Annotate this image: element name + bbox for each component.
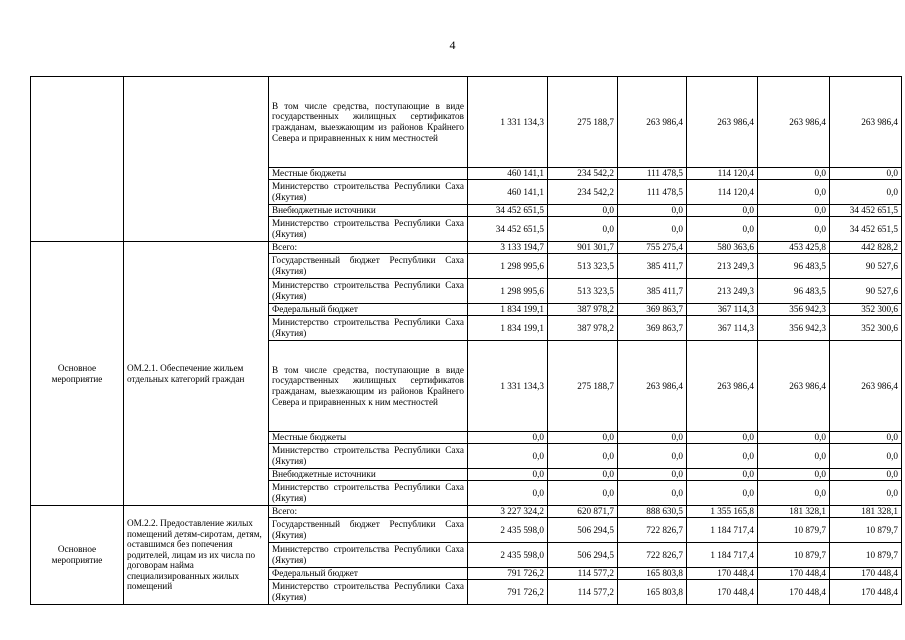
amount-cell: 0,0 [618, 444, 687, 469]
measure-type-cell: Основное мероприятие [31, 242, 124, 506]
amount-cell: 263 986,4 [830, 77, 902, 168]
amount-cell: 34 452 651,5 [830, 205, 902, 217]
amount-cell: 0,0 [830, 180, 902, 205]
amount-cell: 0,0 [687, 205, 758, 217]
amount-cell: 234 542,2 [548, 168, 618, 180]
funding-source-cell: Министерство строительства Республики Саха (Якутия) [269, 316, 468, 341]
amount-cell: 181 328,1 [758, 506, 830, 518]
amount-cell: 0,0 [687, 444, 758, 469]
amount-cell: 114 577,2 [548, 580, 618, 605]
amount-cell: 387 978,2 [548, 304, 618, 316]
amount-cell: 385 411,7 [618, 279, 687, 304]
funding-source-cell: Государственный бюджет Республики Саха (Якутия) [269, 254, 468, 279]
measure-name-cell: ОМ.2.2. Предоставление жилых помещений детям-сиротам, детям, оставшимся без попечения родителей, лицам из их числа по договорам найма специализированных жилых помещений [124, 506, 269, 605]
funding-source-cell: Министерство строительства Республики Саха (Якутия) [269, 180, 468, 205]
amount-cell: 3 227 324,2 [468, 506, 548, 518]
amount-cell: 0,0 [758, 481, 830, 506]
amount-cell: 0,0 [758, 469, 830, 481]
amount-cell: 170 448,4 [687, 580, 758, 605]
amount-cell: 275 188,7 [548, 341, 618, 432]
amount-cell: 0,0 [687, 432, 758, 444]
measure-name-cell [124, 77, 269, 242]
amount-cell: 356 942,3 [758, 316, 830, 341]
amount-cell: 0,0 [830, 168, 902, 180]
amount-cell: 1 834 199,1 [468, 304, 548, 316]
amount-cell: 722 826,7 [618, 518, 687, 543]
amount-cell: 453 425,8 [758, 242, 830, 254]
amount-cell: 580 363,6 [687, 242, 758, 254]
amount-cell: 901 301,7 [548, 242, 618, 254]
amount-cell: 213 249,3 [687, 279, 758, 304]
amount-cell: 263 986,4 [758, 77, 830, 168]
amount-cell: 1 834 199,1 [468, 316, 548, 341]
amount-cell: 170 448,4 [830, 568, 902, 580]
amount-cell: 170 448,4 [758, 568, 830, 580]
amount-cell: 0,0 [758, 180, 830, 205]
amount-cell: 96 483,5 [758, 279, 830, 304]
amount-cell: 791 726,2 [468, 568, 548, 580]
amount-cell: 0,0 [758, 432, 830, 444]
budget-table [30, 76, 902, 605]
amount-cell: 1 355 165,8 [687, 506, 758, 518]
amount-cell: 263 986,4 [687, 77, 758, 168]
amount-cell: 1 184 717,4 [687, 543, 758, 568]
amount-cell: 0,0 [548, 432, 618, 444]
amount-cell: 0,0 [618, 205, 687, 217]
amount-cell: 10 879,7 [830, 518, 902, 543]
amount-cell: 34 452 651,5 [468, 205, 548, 217]
funding-source-cell: В том числе средства, поступающие в виде государственных жилищных сертификатов гражданам, выезжающим из районов Крайнего Севера и приравненных к ним местностей [269, 341, 468, 432]
amount-cell: 0,0 [758, 205, 830, 217]
amount-cell: 114 120,4 [687, 180, 758, 205]
amount-cell: 0,0 [468, 469, 548, 481]
amount-cell: 0,0 [687, 469, 758, 481]
amount-cell: 369 863,7 [618, 304, 687, 316]
amount-cell: 513 323,5 [548, 254, 618, 279]
funding-source-cell: Внебюджетные источники [269, 205, 468, 217]
page-number: 4 [449, 38, 456, 52]
amount-cell: 213 249,3 [687, 254, 758, 279]
amount-cell: 0,0 [548, 205, 618, 217]
amount-cell: 10 879,7 [758, 543, 830, 568]
amount-cell: 0,0 [830, 444, 902, 469]
funding-source-cell: Федеральный бюджет [269, 304, 468, 316]
amount-cell: 0,0 [618, 432, 687, 444]
amount-cell: 90 527,6 [830, 254, 902, 279]
amount-cell: 263 986,4 [830, 341, 902, 432]
budget-table-body [31, 77, 902, 605]
amount-cell: 263 986,4 [758, 341, 830, 432]
amount-cell: 0,0 [618, 469, 687, 481]
amount-cell: 0,0 [830, 432, 902, 444]
table-row [31, 77, 902, 168]
amount-cell: 165 803,8 [618, 580, 687, 605]
amount-cell: 0,0 [687, 481, 758, 506]
amount-cell: 10 879,7 [758, 518, 830, 543]
funding-source-cell: Государственный бюджет Республики Саха (Якутия) [269, 518, 468, 543]
amount-cell: 111 478,5 [618, 180, 687, 205]
amount-cell: 385 411,7 [618, 254, 687, 279]
amount-cell: 234 542,2 [548, 180, 618, 205]
amount-cell: 114 120,4 [687, 168, 758, 180]
amount-cell: 755 275,4 [618, 242, 687, 254]
amount-cell: 352 300,6 [830, 304, 902, 316]
amount-cell: 0,0 [618, 217, 687, 242]
amount-cell: 0,0 [830, 481, 902, 506]
amount-cell: 96 483,5 [758, 254, 830, 279]
amount-cell: 387 978,2 [548, 316, 618, 341]
funding-source-cell: Местные бюджеты [269, 168, 468, 180]
amount-cell: 791 726,2 [468, 580, 548, 605]
amount-cell: 111 478,5 [618, 168, 687, 180]
table-row [31, 506, 902, 518]
funding-source-cell: Всего: [269, 242, 468, 254]
amount-cell: 263 986,4 [687, 341, 758, 432]
amount-cell: 367 114,3 [687, 304, 758, 316]
amount-cell: 0,0 [758, 217, 830, 242]
amount-cell: 888 630,5 [618, 506, 687, 518]
amount-cell: 0,0 [548, 481, 618, 506]
amount-cell: 722 826,7 [618, 543, 687, 568]
funding-source-cell: Федеральный бюджет [269, 568, 468, 580]
amount-cell: 0,0 [548, 469, 618, 481]
table-row [31, 242, 902, 254]
funding-source-cell: Министерство строительства Республики Саха (Якутия) [269, 580, 468, 605]
funding-source-cell: В том числе средства, поступающие в виде государственных жилищных сертификатов гражданам, выезжающим из районов Крайнего Севера и приравненных к ним местностей [269, 77, 468, 168]
amount-cell: 460 141,1 [468, 180, 548, 205]
funding-source-cell: Министерство строительства Республики Саха (Якутия) [269, 481, 468, 506]
measure-name-cell: ОМ.2.1. Обеспечение жильем отдельных категорий граждан [124, 242, 269, 506]
amount-cell: 352 300,6 [830, 316, 902, 341]
amount-cell: 263 986,4 [618, 77, 687, 168]
amount-cell: 34 452 651,5 [468, 217, 548, 242]
amount-cell: 2 435 598,0 [468, 518, 548, 543]
amount-cell: 0,0 [468, 432, 548, 444]
amount-cell: 356 942,3 [758, 304, 830, 316]
amount-cell: 10 879,7 [830, 543, 902, 568]
amount-cell: 114 577,2 [548, 568, 618, 580]
amount-cell: 369 863,7 [618, 316, 687, 341]
amount-cell: 34 452 651,5 [830, 217, 902, 242]
amount-cell: 0,0 [830, 469, 902, 481]
amount-cell: 1 298 995,6 [468, 279, 548, 304]
amount-cell: 0,0 [548, 444, 618, 469]
amount-cell: 442 828,2 [830, 242, 902, 254]
amount-cell: 3 133 194,7 [468, 242, 548, 254]
amount-cell: 263 986,4 [618, 341, 687, 432]
amount-cell: 1 331 134,3 [468, 341, 548, 432]
funding-source-cell: Всего: [269, 506, 468, 518]
amount-cell: 0,0 [548, 217, 618, 242]
funding-source-cell: Внебюджетные источники [269, 469, 468, 481]
amount-cell: 0,0 [468, 444, 548, 469]
amount-cell: 275 188,7 [548, 77, 618, 168]
funding-source-cell: Местные бюджеты [269, 432, 468, 444]
amount-cell: 0,0 [758, 168, 830, 180]
amount-cell: 460 141,1 [468, 168, 548, 180]
funding-source-cell: Министерство строительства Республики Саха (Якутия) [269, 217, 468, 242]
amount-cell: 0,0 [618, 481, 687, 506]
amount-cell: 620 871,7 [548, 506, 618, 518]
amount-cell: 170 448,4 [687, 568, 758, 580]
amount-cell: 181 328,1 [830, 506, 902, 518]
amount-cell: 513 323,5 [548, 279, 618, 304]
measure-type-cell: Основное мероприятие [31, 506, 124, 605]
amount-cell: 165 803,8 [618, 568, 687, 580]
amount-cell: 367 114,3 [687, 316, 758, 341]
measure-type-cell [31, 77, 124, 242]
amount-cell: 506 294,5 [548, 518, 618, 543]
amount-cell: 506 294,5 [548, 543, 618, 568]
funding-source-cell: Министерство строительства Республики Саха (Якутия) [269, 279, 468, 304]
amount-cell: 0,0 [468, 481, 548, 506]
amount-cell: 1 184 717,4 [687, 518, 758, 543]
amount-cell: 1 298 995,6 [468, 254, 548, 279]
amount-cell: 1 331 134,3 [468, 77, 548, 168]
amount-cell: 0,0 [687, 217, 758, 242]
amount-cell: 170 448,4 [758, 580, 830, 605]
amount-cell: 0,0 [758, 444, 830, 469]
amount-cell: 2 435 598,0 [468, 543, 548, 568]
funding-source-cell: Министерство строительства Республики Саха (Якутия) [269, 444, 468, 469]
funding-source-cell: Министерство строительства Республики Саха (Якутия) [269, 543, 468, 568]
amount-cell: 170 448,4 [830, 580, 902, 605]
amount-cell: 90 527,6 [830, 279, 902, 304]
